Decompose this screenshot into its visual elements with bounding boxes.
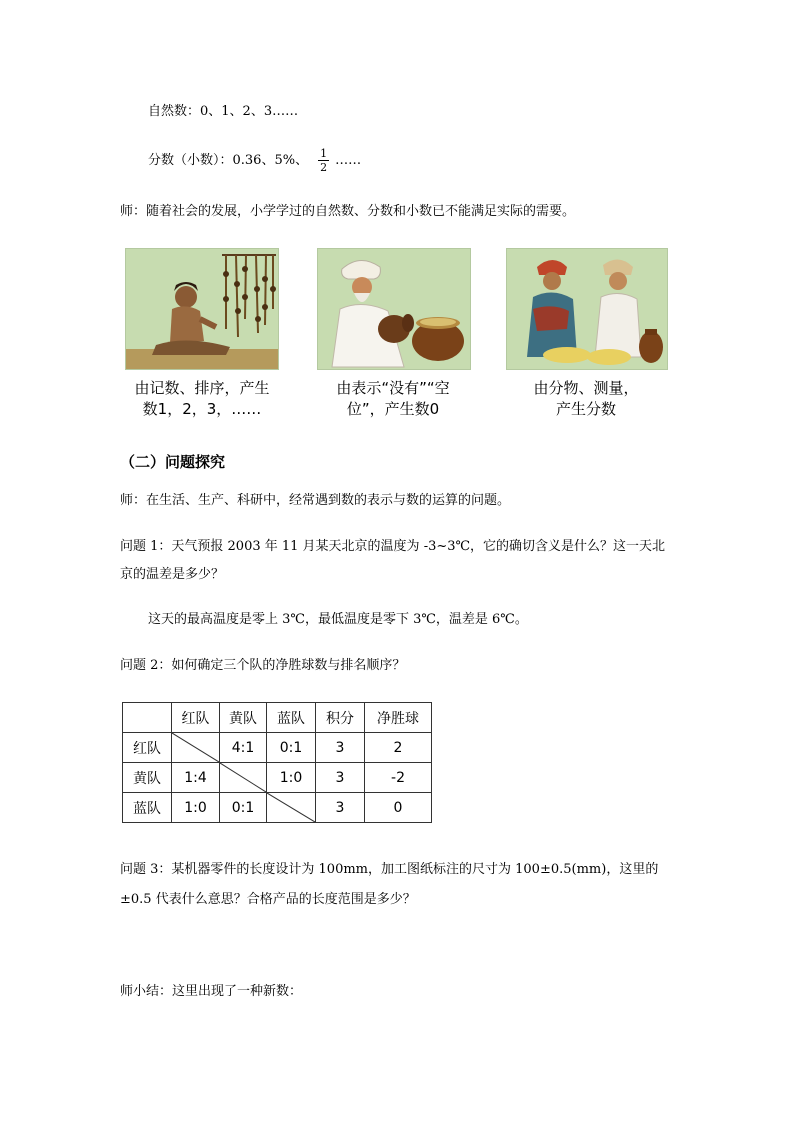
- table-header-cell: 蓝队: [267, 703, 316, 733]
- teacher-question: 师：在生活、生产、科研中，经常遇到数的表示与数的运算的问题。: [120, 493, 511, 508]
- caption-fractions-line1: 由分物、测量，: [533, 379, 639, 397]
- fraction-prefix: 分数（小数）：0.36、5%、: [148, 153, 309, 168]
- teacher-summary: 师小结：这里出现了一种新数：: [120, 984, 303, 999]
- table-row: [123, 763, 432, 793]
- table-header-cell: 积分: [316, 703, 365, 733]
- table-cell: 1:0: [267, 763, 316, 793]
- table-cell: 0:1: [220, 793, 267, 823]
- table-header-cell: 净胜球: [365, 703, 432, 733]
- caption-fractions: [502, 378, 670, 420]
- table-row: [123, 793, 432, 823]
- table-cell: 红队: [123, 733, 172, 763]
- problem3-line2: ±0.5 代表什么意思？合格产品的长度范围是多少？: [120, 892, 416, 907]
- table-cell: 3: [316, 793, 365, 823]
- fraction-suffix: ……: [335, 153, 362, 168]
- section-heading: （二）问题探究: [120, 453, 226, 471]
- zero-pots-illustration: [317, 248, 471, 370]
- table-cell: 4:1: [220, 733, 267, 763]
- table-header-cell: [123, 703, 172, 733]
- table-cell: -2: [365, 763, 432, 793]
- table-row: [123, 733, 432, 763]
- problem3-line1: 问题 3：某机器零件的长度设计为 100mm，加工图纸标注的尺寸为 100±0.5(mm)，这里的: [120, 862, 659, 877]
- table-cell: 1:4: [172, 763, 220, 793]
- table-header-row: [123, 703, 432, 733]
- table-cell: 1:0: [172, 793, 220, 823]
- caption-zero-line1: 由表示“没有”“空: [336, 379, 450, 397]
- caption-counting: [118, 378, 286, 420]
- caption-zero-line2: 位”，产生数0: [346, 400, 440, 418]
- teacher-intro: 师：随着社会的发展，小学学过的自然数、分数和小数已不能满足实际的需要。: [120, 204, 576, 219]
- counting-ropes-illustration: [125, 248, 279, 370]
- table-cell: 0:1: [267, 733, 316, 763]
- fraction-numbers-line: [148, 144, 361, 178]
- fractions-illustration: [506, 248, 668, 370]
- score-table: [122, 702, 432, 823]
- table-cell: 蓝队: [123, 793, 172, 823]
- table-cell: 3: [316, 733, 365, 763]
- natural-numbers-line: 自然数：0、1、2、3……: [148, 104, 299, 119]
- fraction-numerator: 1: [320, 147, 328, 160]
- problem1-line1: 问题 1：天气预报 2003 年 11 月某天北京的温度为 -3~3℃，它的确切含义是什么？这一天北: [120, 539, 666, 554]
- caption-counting-line1: 由记数、排序，产生: [134, 379, 270, 397]
- diagonal-cell: [172, 733, 220, 763]
- table-cell: 0: [365, 793, 432, 823]
- fraction-denominator: 2: [320, 161, 328, 174]
- table-header-cell: 红队: [172, 703, 220, 733]
- caption-counting-line2: 数1，2，3，……: [142, 400, 262, 418]
- problem2-text: 问题 2：如何确定三个队的净胜球数与排名顺序？: [120, 658, 406, 673]
- caption-fractions-line2: 产生分数: [555, 400, 616, 418]
- table-header-cell: 黄队: [220, 703, 267, 733]
- diagonal-cell: [220, 763, 267, 793]
- table-cell: 3: [316, 763, 365, 793]
- fraction-one-half: [318, 147, 329, 174]
- caption-zero: [309, 378, 477, 420]
- diagonal-cell: [267, 793, 316, 823]
- table-cell: 黄队: [123, 763, 172, 793]
- problem1-line2: 京的温差是多少？: [120, 567, 225, 582]
- table-cell: 2: [365, 733, 432, 763]
- problem1-answer: 这天的最高温度是零上 3℃，最低温度是零下 3℃，温差是 6℃。: [148, 612, 528, 627]
